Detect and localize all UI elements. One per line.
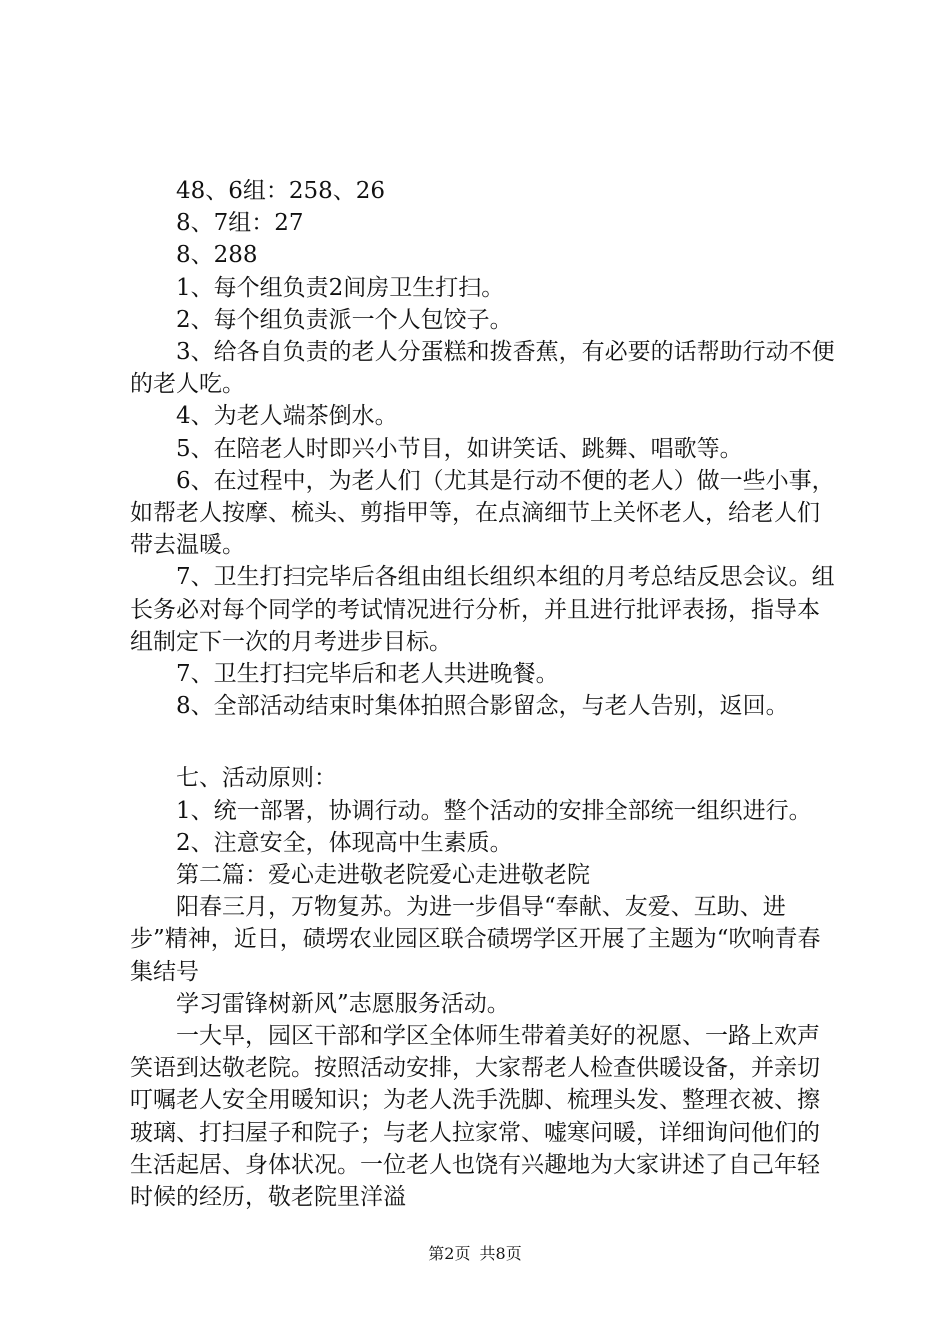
section-heading: 七、活动原则： [176, 765, 337, 792]
section-spacer [130, 722, 840, 762]
paragraph: 7、卫生打扫完毕后和老人共进晚餐。 [176, 661, 559, 688]
page-footer [0, 1241, 950, 1264]
document-body [130, 175, 840, 1213]
paragraph: 1、统一部署，协调行动。整个活动的安排全部统一组织进行。 [176, 797, 812, 824]
paragraph: 阳春三月，万物复苏。为进一步倡导“奉献、友爱、互助、进步”精神，近日，碛塄农业园区联合碛塄学区开展了主题为“吹响青春集结号 [130, 894, 821, 985]
paragraph: 2、注意安全，体现高中生素质。 [176, 829, 513, 856]
page-number: 第2页 [428, 1244, 471, 1263]
paragraph: 8、7组：27 [176, 210, 304, 237]
page-total: 共8页 [479, 1244, 522, 1263]
paragraph: 8、全部活动结束时集体拍照合影留念，与老人告别，返回。 [176, 693, 789, 720]
paragraph: 一大早，园区干部和学区全体师生带着美好的祝愿、一路上欢声笑语到达敬老院。按照活动安排，大家帮老人检查供暖设备，并亲切叮嘱老人安全用暖知识；为老人洗手洗脚、梳理头发、整理衣被、擦玻璃、打扫屋子和院子；与老人拉家常、嘘寒问暖，详细询问他们的生活起居、身体状况。一位老人也饶有兴趣地为大家讲述了自己年轻时候的经历，敬老院里洋溢 [130, 1023, 820, 1211]
paragraph: 48、6组：258、26 [176, 178, 386, 204]
paragraph: 5、在陪老人时即兴小节目，如讲笑话、跳舞、唱歌等。 [176, 435, 743, 462]
paragraph: 4、为老人端茶倒水。 [176, 403, 398, 430]
chapter-title: 第二篇：爱心走进敬老院爱心走进敬老院 [176, 862, 590, 889]
paragraph: 7、卫生打扫完毕后各组由组长组织本组的月考总结反思会议。组长务必对每个同学的考试情况进行分析，并且进行批评表扬，指导本组制定下一次的月考进步目标。 [130, 564, 835, 655]
paragraph: 学习雷锋树新风”志愿服务活动。 [176, 990, 510, 1017]
paragraph: 2、每个组负责派一个人包饺子。 [176, 306, 513, 333]
paragraph: 3、给各自负责的老人分蛋糕和拨香蕉，有必要的话帮助行动不便的老人吃。 [130, 339, 835, 398]
paragraph: 6、在过程中，为老人们（尤其是行动不便的老人）做一些小事，如帮老人按摩、梳头、剪指甲等，在点滴细节上关怀老人，给老人们带去温暖。 [130, 467, 835, 559]
paragraph: 1、每个组负责2间房卫生打扫。 [176, 274, 505, 301]
paragraph: 8、288 [176, 242, 258, 269]
